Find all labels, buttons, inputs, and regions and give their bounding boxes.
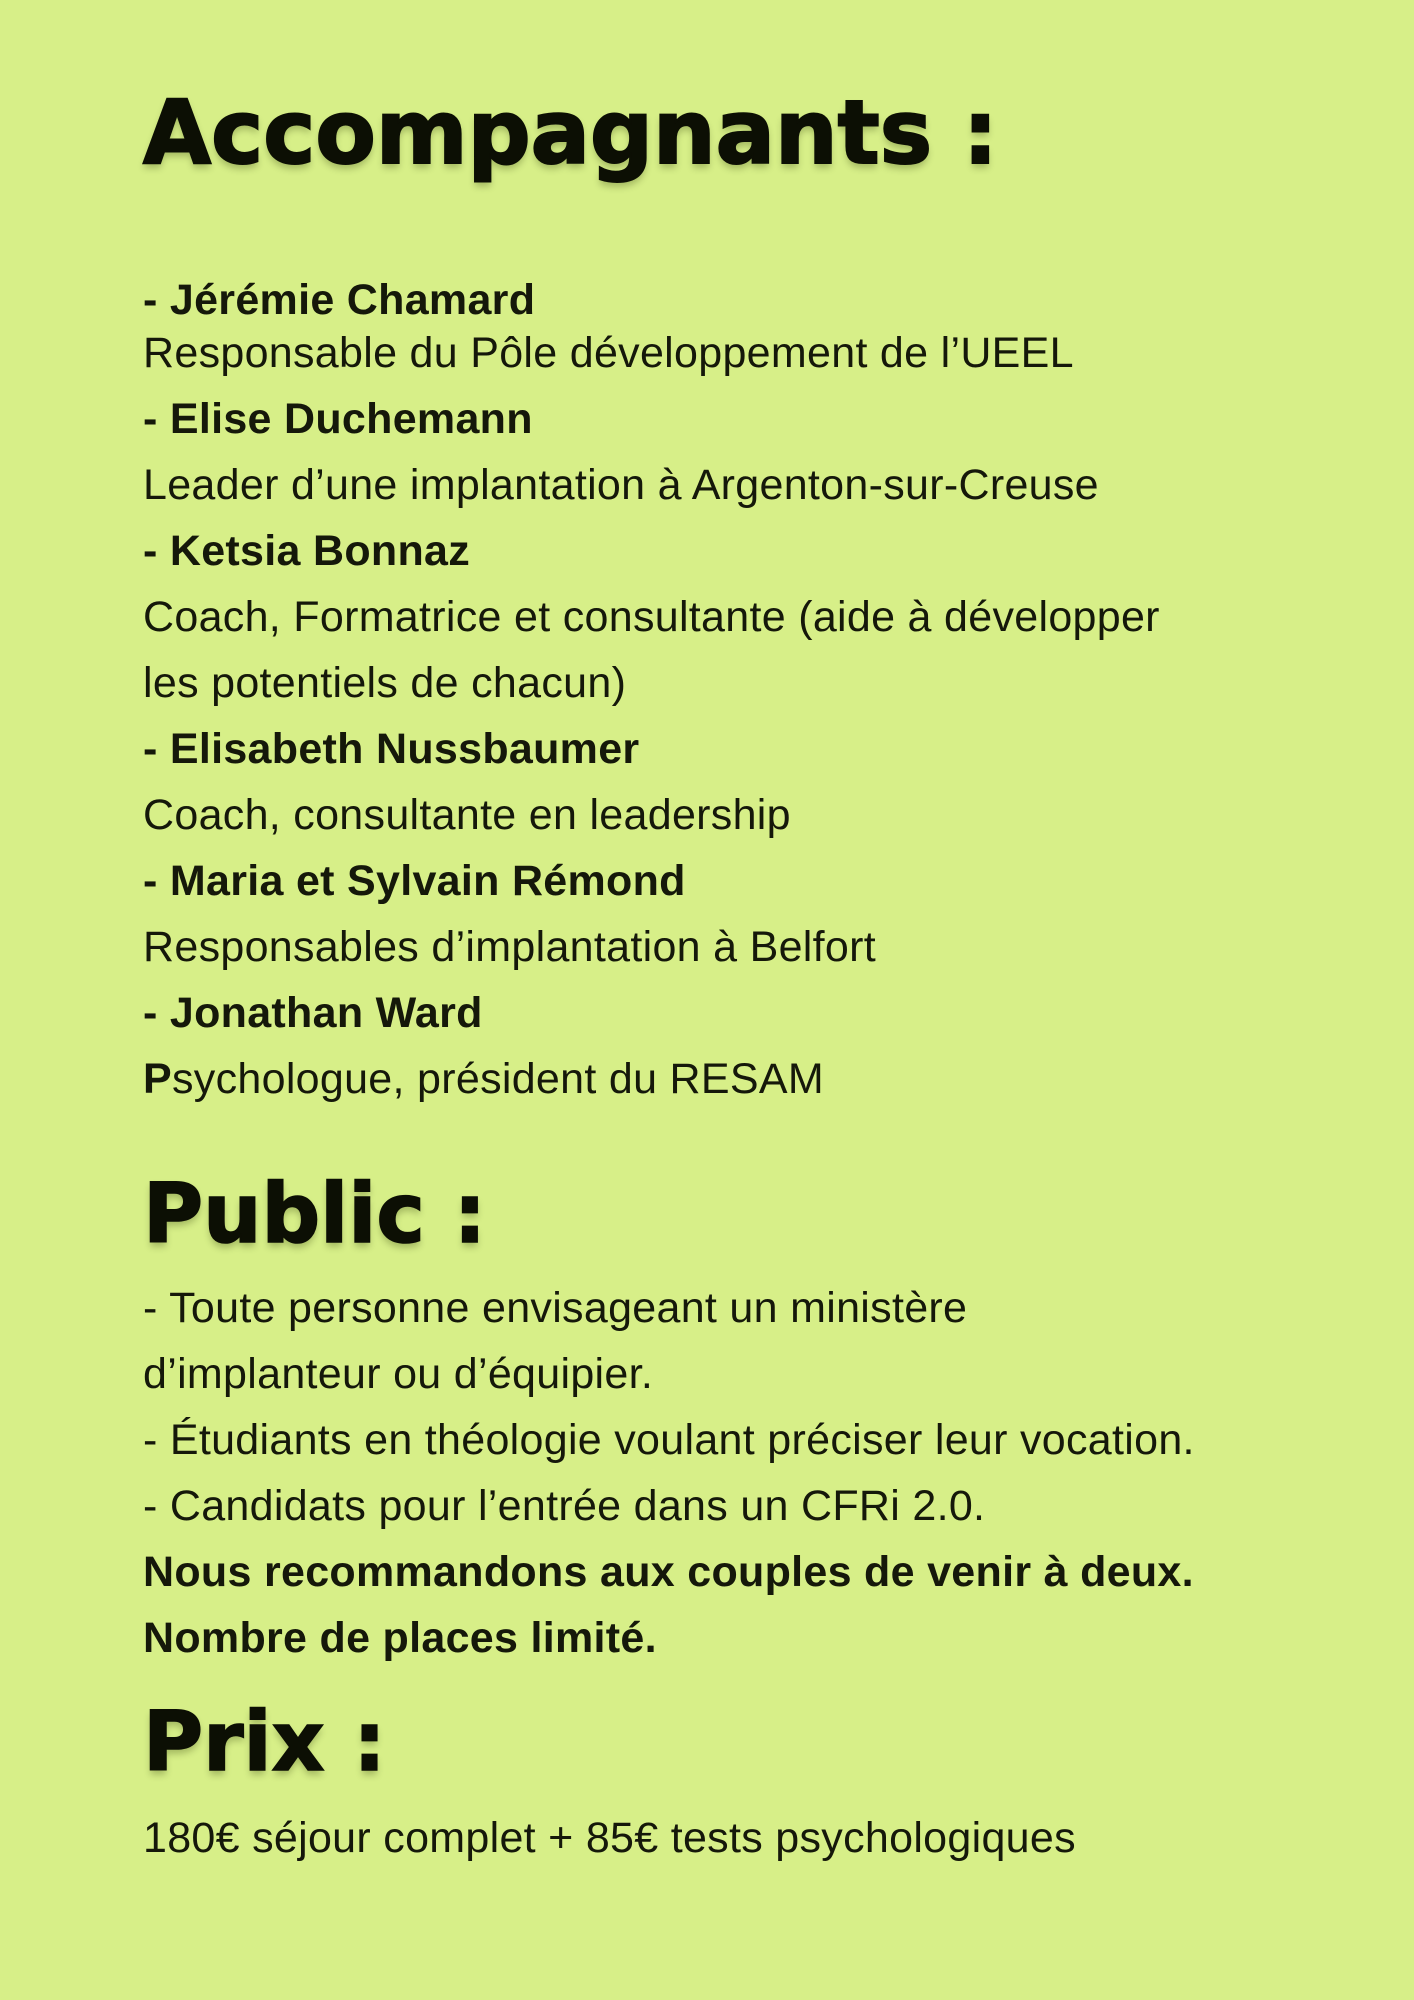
accompagnant-role: Responsables d’implantation à Belfort [143,923,876,971]
list-item [143,386,1354,518]
public-note: Nous recommandons aux couples de venir à deux. [143,1548,1194,1596]
accompagnant-role: Coach, consultante en leadership [143,791,791,839]
accompagnant-role-rest: sychologue, président du RESAM [171,1055,824,1103]
accompagnant-name: - Ketsia Bonnaz [143,527,471,575]
accompagnant-role: Leader d’une implantation à Argenton-sur-Creuse [143,461,1099,509]
list-item [143,267,1354,386]
public-item: - Étudiants en théologie voulant préciser leur vocation. [143,1416,1195,1464]
accompagnant-role: Coach, Formatrice et consultante (aide à développer [143,593,1160,641]
list-item [143,716,1354,848]
public-item: - Candidats pour l’entrée dans un CFRi 2.0. [143,1482,986,1530]
accompagnant-role: Responsable du Pôle développement de l’UEEL [143,329,1074,377]
public-item: - Toute personne envisageant un ministère [143,1284,968,1332]
accompagnant-name: - Maria et Sylvain Rémond [143,857,686,905]
accompagnant-name: - Elisabeth Nussbaumer [143,725,640,773]
public-list [143,1275,1354,1671]
accompagnant-name: - Jérémie Chamard [143,276,536,324]
accompagnant-name: - Elise Duchemann [143,395,533,443]
accompagnant-role: les potentiels de chacun) [143,659,627,707]
prix-line: 180€ séjour complet + 85€ tests psychologiques [143,1814,1076,1862]
list-item [143,518,1354,716]
list-item [143,980,1354,1112]
accompagnant-role-lead: P [143,1055,172,1103]
accompagnant-name: - Jonathan Ward [143,989,483,1037]
list-item [143,848,1354,980]
prix-heading: Prix : [143,1695,386,1790]
public-note: Nombre de places limité. [143,1614,657,1662]
accompagnants-list [143,267,1354,1112]
public-item: d’implanteur ou d’équipier. [143,1350,654,1398]
public-heading: Public : [143,1167,487,1262]
accompagnant-role [143,1046,1354,1112]
accompagnants-heading: Accompagnants : [143,81,998,184]
